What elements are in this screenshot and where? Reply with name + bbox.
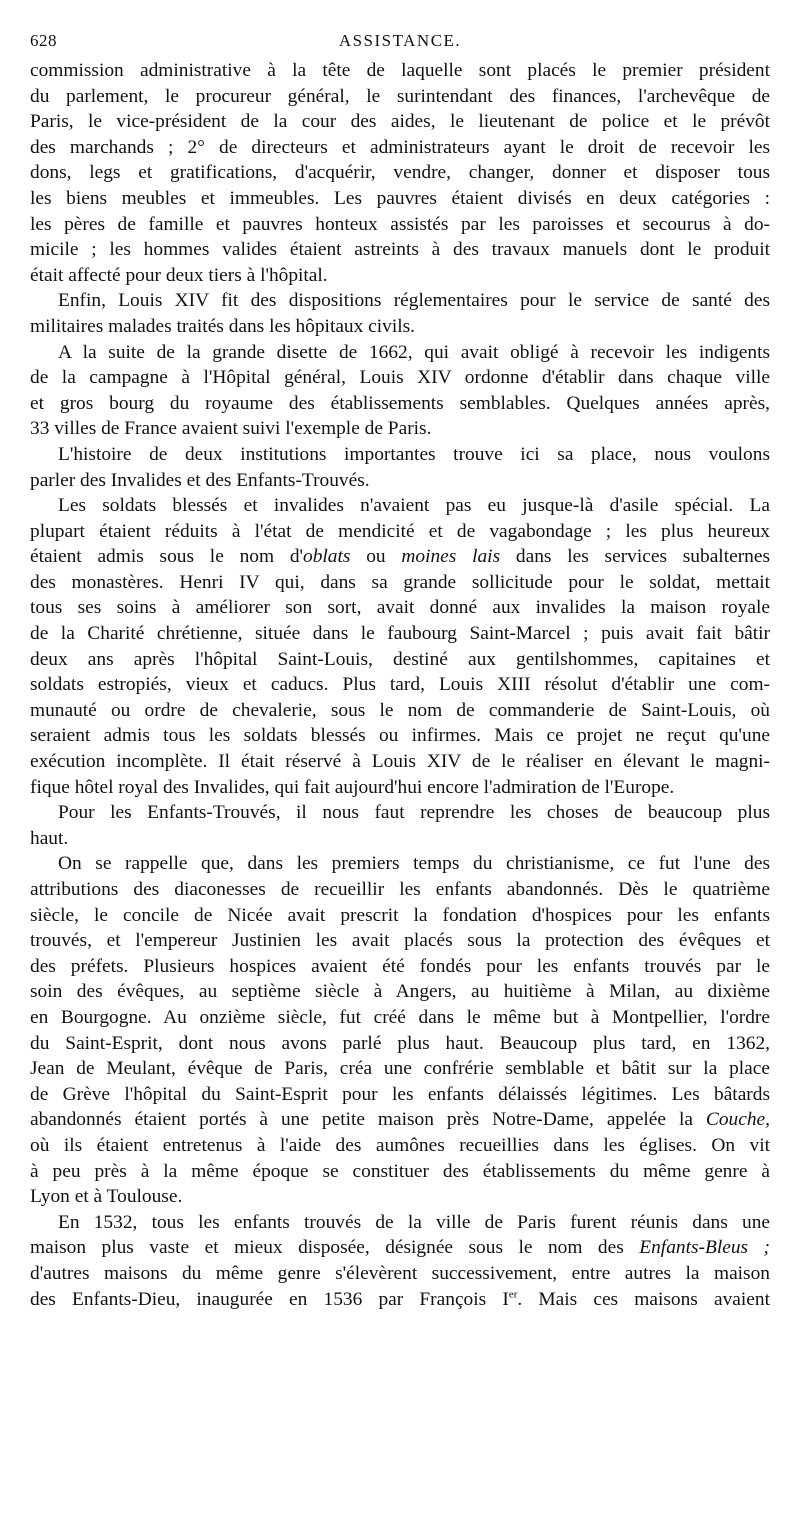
text-line: Pour les Enfants-Trouvés, il nous faut reprendre les choses de beaucoup plus — [58, 802, 770, 824]
text-line: maison plus vaste et mieux disposée, désignée sous le nom des Enfants-Bleus ; — [30, 1237, 770, 1259]
paragraph — [30, 58, 770, 288]
text-line: et gros bourg du royaume des établissements semblables. Quelques années après, — [30, 392, 770, 414]
text-line: abandonnés étaient portés à une petite maison près Notre-Dame, appelée la Couche, — [30, 1109, 770, 1131]
text-line: 33 villes de France avaient suivi l'exemple de Paris. — [30, 418, 432, 440]
paragraph — [30, 288, 770, 339]
text-line: Enfin, Louis XIV fit des dispositions réglementaires pour le service de santé des — [58, 290, 770, 312]
book-page — [30, 28, 770, 1312]
page-number: 628 — [30, 31, 57, 50]
text-line: à peu près à la même époque se constituer des établissements du même genre à — [30, 1160, 770, 1182]
text-line: des préfets. Plusieurs hospices avaient été fondés pour les enfants trouvés par le — [30, 955, 770, 977]
text-line: les biens meubles et immeubles. Les pauvres étaient divisés en deux catégories : — [30, 187, 770, 209]
paragraph — [30, 442, 770, 493]
text-line: fique hôtel royal des Invalides, qui fait aujourd'hui encore l'admiration de l'Europe. — [30, 776, 675, 798]
text-line: commission administrative à la tête de laquelle sont placés le premier président — [30, 60, 770, 81]
text-line: haut. — [30, 827, 69, 849]
text-line: du parlement, le procureur général, le surintendant des finances, l'archevêque de — [30, 85, 770, 107]
text-line: seraient admis tous les soldats blessés ou infirmes. Mais ce projet ne reçut qu'une — [30, 725, 770, 747]
text-line: parler des Invalides et des Enfants-Trouvés. — [30, 469, 370, 491]
text-line: les pères de famille et pauvres honteux assistés par les paroisses et secourus à do- — [30, 213, 770, 235]
text-line: siècle, le concile de Nicée avait prescrit la fondation d'hospices pour les enfants — [30, 904, 770, 926]
text-line: des Enfants-Dieu, inaugurée en 1536 par François Ier. Mais ces maisons avaient — [30, 1288, 770, 1310]
body-text — [30, 58, 770, 1312]
text-line: On se rappelle que, dans les premiers temps du christianisme, ce fut l'une des — [58, 853, 770, 875]
text-line: d'autres maisons du même genre s'élevèrent successivement, entre autres la maison — [30, 1262, 770, 1284]
text-line: exécution incomplète. Il était réservé à Louis XIV de le réaliser en élevant le magni- — [30, 751, 770, 773]
paragraph — [30, 1210, 770, 1312]
text-line: soldats estropiés, vieux et caducs. Plus tard, Louis XIII résolut d'établir une com- — [30, 674, 770, 696]
text-line: des marchands ; 2° de directeurs et administrateurs ayant le droit de recevoir les — [30, 136, 770, 158]
text-line: trouvés, et l'empereur Justinien les avait placés sous la protection des évêques et — [30, 930, 770, 952]
text-line: A la suite de la grande disette de 1662, qui avait obligé à recevoir les indigents — [58, 341, 770, 363]
text-line: de Grève l'hôpital du Saint-Esprit pour les enfants délaissés légitimes. Les bâtards — [30, 1083, 770, 1105]
text-line: des monastères. Henri IV qui, dans sa grande sollicitude pour le soldat, mettait — [30, 571, 770, 593]
text-line: de la campagne à l'Hôpital général, Louis XIV ordonne d'établir dans chaque ville — [30, 367, 770, 389]
paragraph — [30, 800, 770, 851]
text-line: munauté ou ordre de chevalerie, sous le nom de commanderie de Saint-Louis, où — [30, 699, 770, 721]
text-line: tous ses soins à améliorer son sort, avait donné aux invalides la maison royale — [30, 597, 770, 619]
text-line: micile ; les hommes valides étaient astreints à des travaux manuels dont le produit — [30, 239, 770, 261]
running-title: ASSISTANCE. — [338, 31, 462, 50]
paragraph — [30, 851, 770, 1209]
text-line: militaires malades traités dans les hôpitaux civils. — [30, 315, 416, 337]
text-line: Les soldats blessés et invalides n'avaient pas eu jusque-là d'asile spécial. La — [58, 495, 770, 517]
paragraph — [30, 493, 770, 800]
text-line: L'histoire de deux institutions importantes trouve ici sa place, nous voulons — [58, 443, 770, 465]
text-line: en Bourgogne. Au onzième siècle, fut créé dans le même but à Montpellier, l'ordre — [30, 1006, 770, 1028]
text-line: Jean de Meulant, évêque de Paris, créa une confrérie semblable et bâtit sur la place — [30, 1058, 770, 1080]
text-line: En 1532, tous les enfants trouvés de la ville de Paris furent réunis dans une — [58, 1211, 770, 1233]
text-line: attributions des diaconesses de recueillir les enfants abandonnés. Dès le quatrième — [30, 879, 770, 900]
text-line: où ils étaient entretenus à l'aide des aumônes recueillies dans les églises. On vit — [30, 1134, 770, 1156]
text-line: soin des évêques, au septième siècle à Angers, au huitième à Milan, au dixième — [30, 981, 770, 1003]
text-line: Paris, le vice-président de la cour des aides, le lieutenant de police et le prévôt — [30, 111, 770, 133]
text-line: étaient admis sous le nom d'oblats ou moines lais dans les services subalternes — [30, 546, 770, 568]
text-line: Lyon et à Toulouse. — [30, 1186, 183, 1208]
text-line: de la Charité chrétienne, située dans le faubourg Saint-Marcel ; puis avait fait bâtir — [30, 623, 770, 645]
text-line: était affecté pour deux tiers à l'hôpital. — [30, 264, 328, 286]
running-header — [30, 28, 770, 58]
paragraph — [30, 340, 770, 442]
text-line: dons, legs et gratifications, d'acquérir, vendre, changer, donner et disposer tous — [30, 162, 770, 184]
text-line: deux ans après l'hôpital Saint-Louis, destiné aux gentilshommes, capitaines et — [30, 648, 770, 670]
text-line: du Saint-Esprit, dont nous avons parlé plus haut. Beaucoup plus tard, en 1362, — [30, 1032, 770, 1054]
text-line: plupart étaient réduits à l'état de mendicité et de vagabondage ; les plus heureux — [30, 520, 770, 542]
